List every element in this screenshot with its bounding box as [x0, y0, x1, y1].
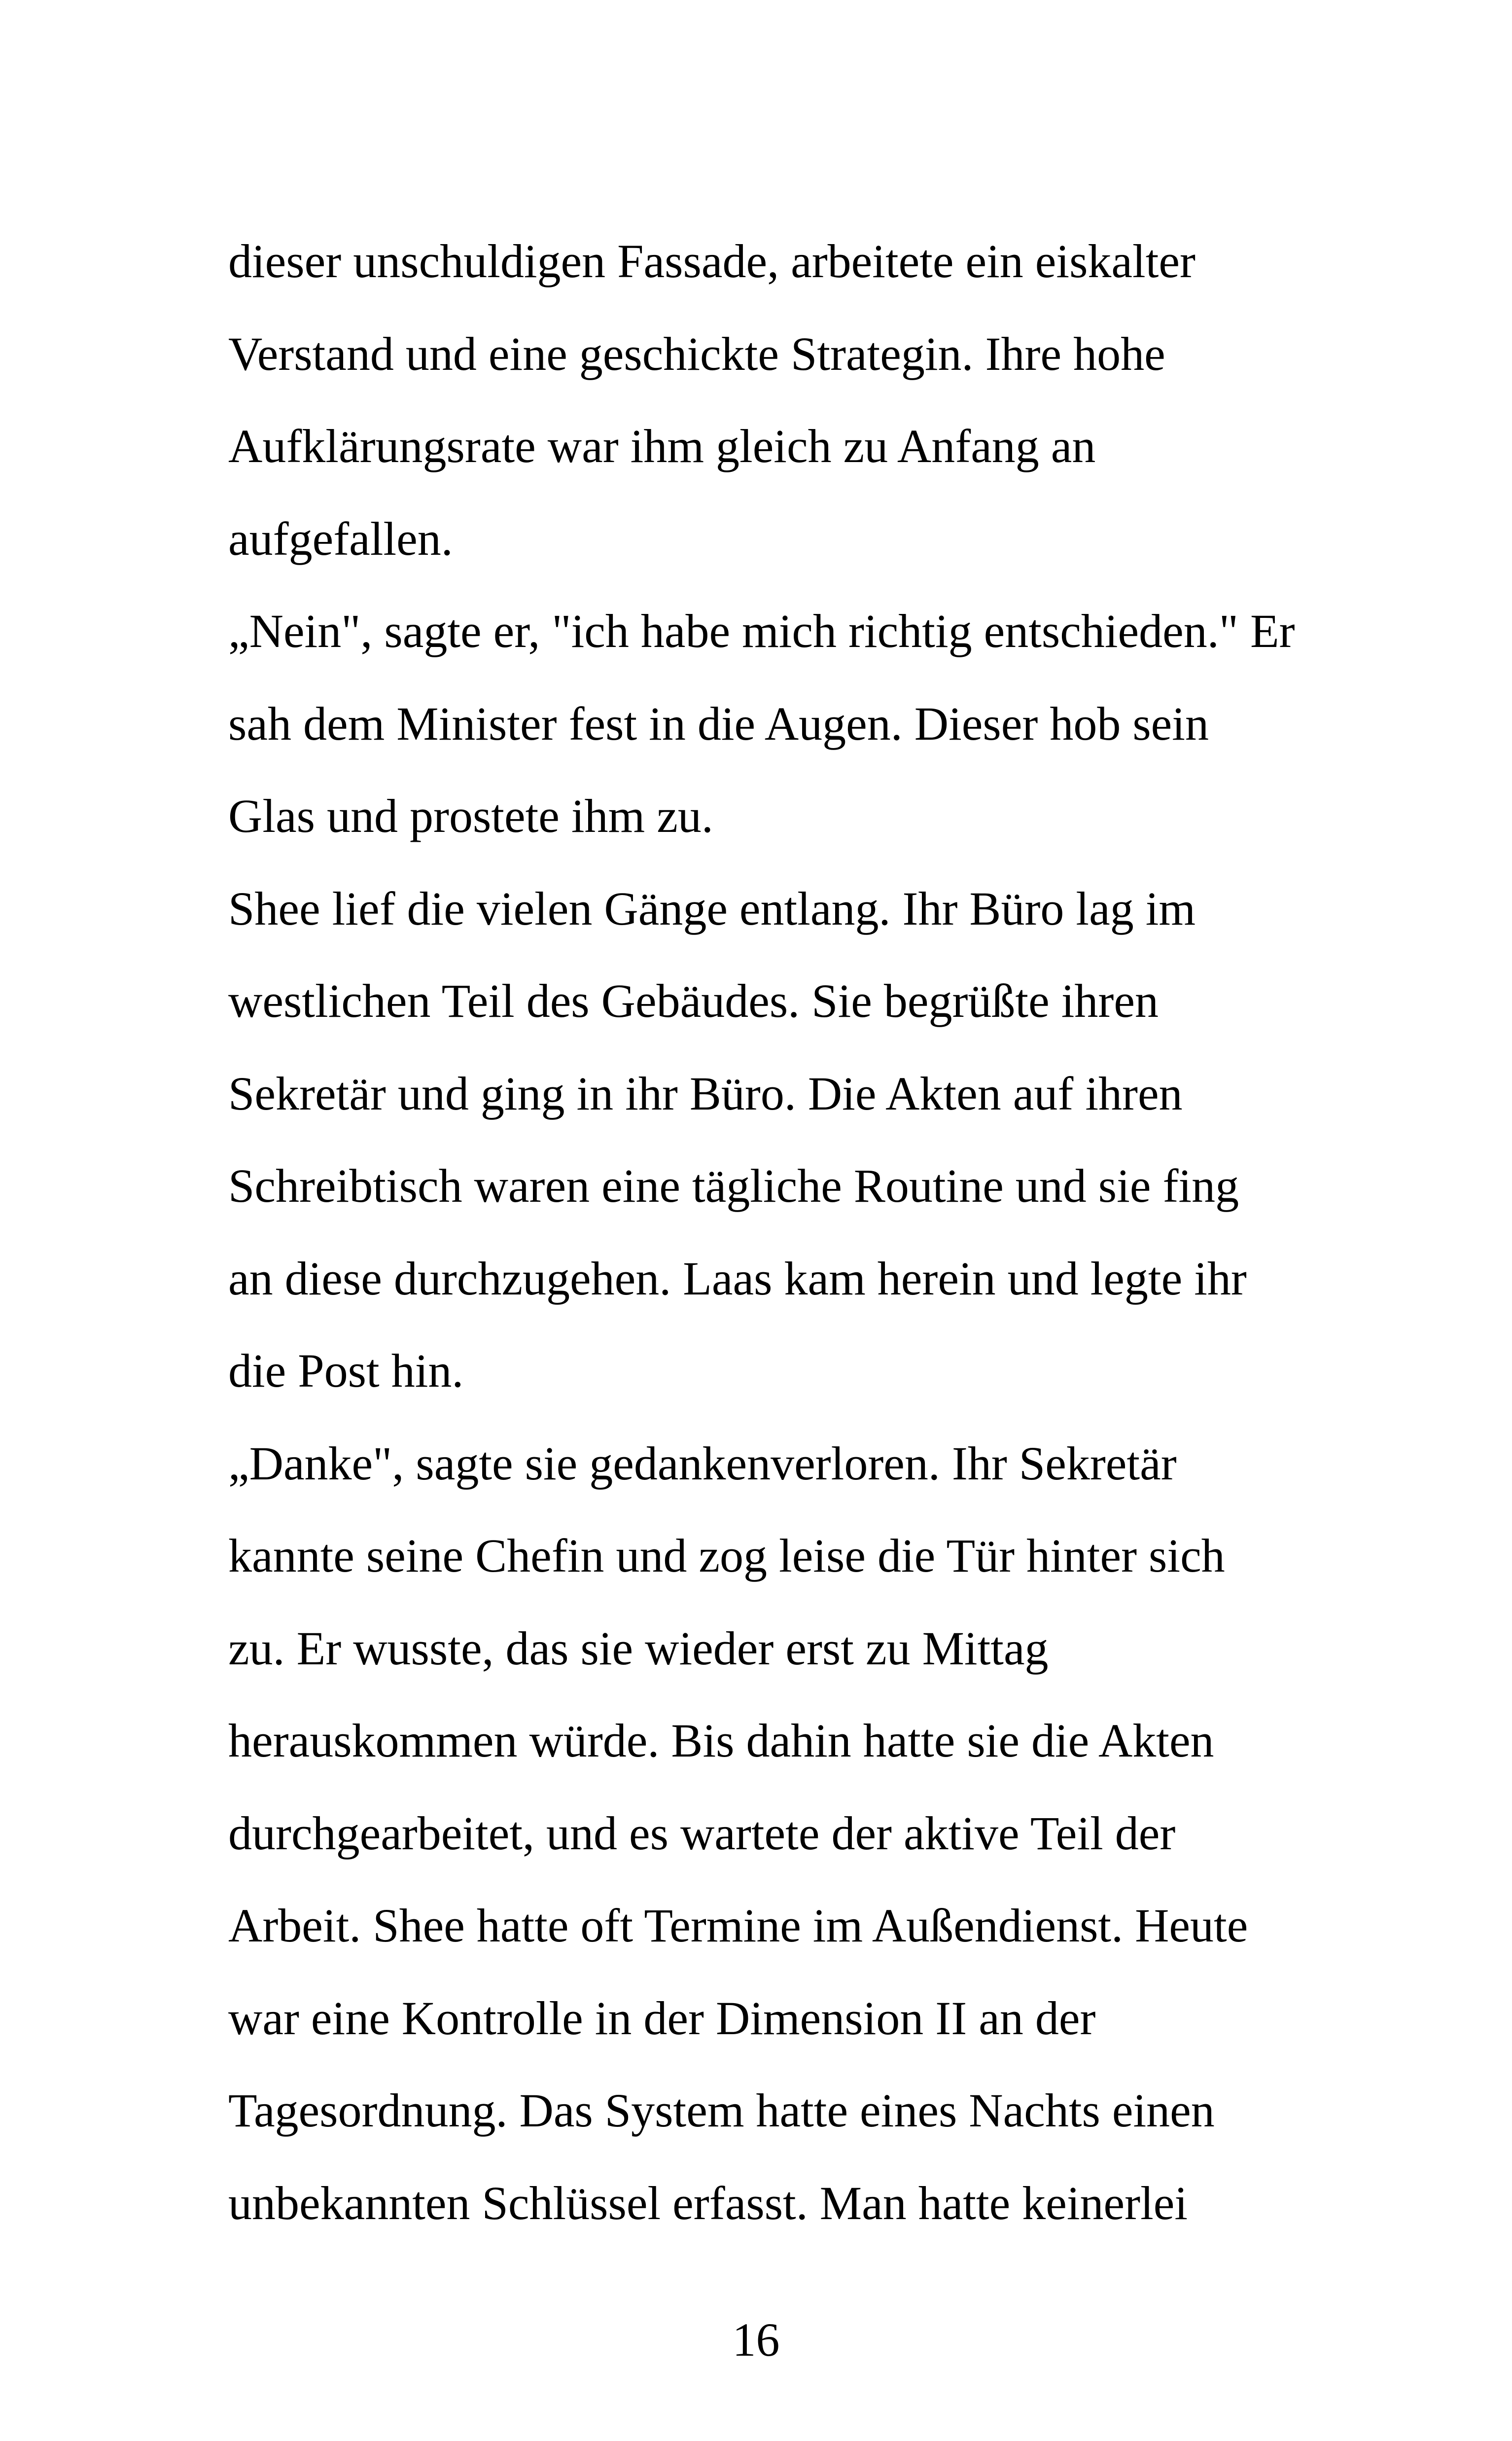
text-line: Glas und prostete ihm zu.: [228, 790, 713, 842]
text-line: durchgearbeitet, und es wartete der aktive Teil der: [228, 1806, 1176, 1860]
text-line: Verstand und eine geschickte Strategin. Ihre hohe: [228, 327, 1165, 380]
text-line: Tagesordnung. Das System hatte eines Nachts einen: [228, 2084, 1215, 2137]
text-line: Shee lief die vielen Gänge entlang. Ihr Büro lag im: [228, 882, 1196, 935]
text-line: „Danke", sagte sie gedankenverloren. Ihr Sekretär: [228, 1436, 1177, 1490]
text-line: Schreibtisch waren eine tägliche Routine und sie fing: [228, 1159, 1239, 1212]
text-line: Sekretär und ging in ihr Büro. Die Akten auf ihren: [228, 1067, 1183, 1120]
text-line: zu. Er wusste, das sie wieder erst zu Mittag: [228, 1621, 1049, 1675]
text-line: die Post hin.: [228, 1344, 464, 1397]
text-line: kannte seine Chefin und zog leise die Tür hinter sich: [228, 1529, 1225, 1582]
text-line: Aufklärungsrate war ihm gleich zu Anfang an: [228, 420, 1096, 472]
text-line: „Nein", sagte er, "ich habe mich richtig entschieden." Er: [228, 605, 1295, 657]
page-number: 16: [732, 2313, 780, 2366]
text-line: sah dem Minister fest in die Augen. Dieser hob sein: [228, 697, 1209, 750]
text-line: war eine Kontrolle in der Dimension II an der: [228, 1991, 1096, 2045]
text-line: an diese durchzugehen. Laas kam herein und legte ihr: [228, 1252, 1247, 1305]
text-line: unbekannten Schlüssel erfasst. Man hatte keinerlei: [228, 2176, 1188, 2229]
text-line: herauskommen würde. Bis dahin hatte sie die Akten: [228, 1714, 1214, 1767]
text-line: Arbeit. Shee hatte oft Termine im Außendienst. Heute: [228, 1899, 1248, 1952]
body-text: [228, 215, 1411, 2249]
text-line: aufgefallen.: [228, 512, 453, 565]
text-line: westlichen Teil des Gebäudes. Sie begrüßte ihren: [228, 974, 1159, 1027]
text-line: dieser unschuldigen Fassade, arbeitete ein eiskalter: [228, 235, 1196, 287]
